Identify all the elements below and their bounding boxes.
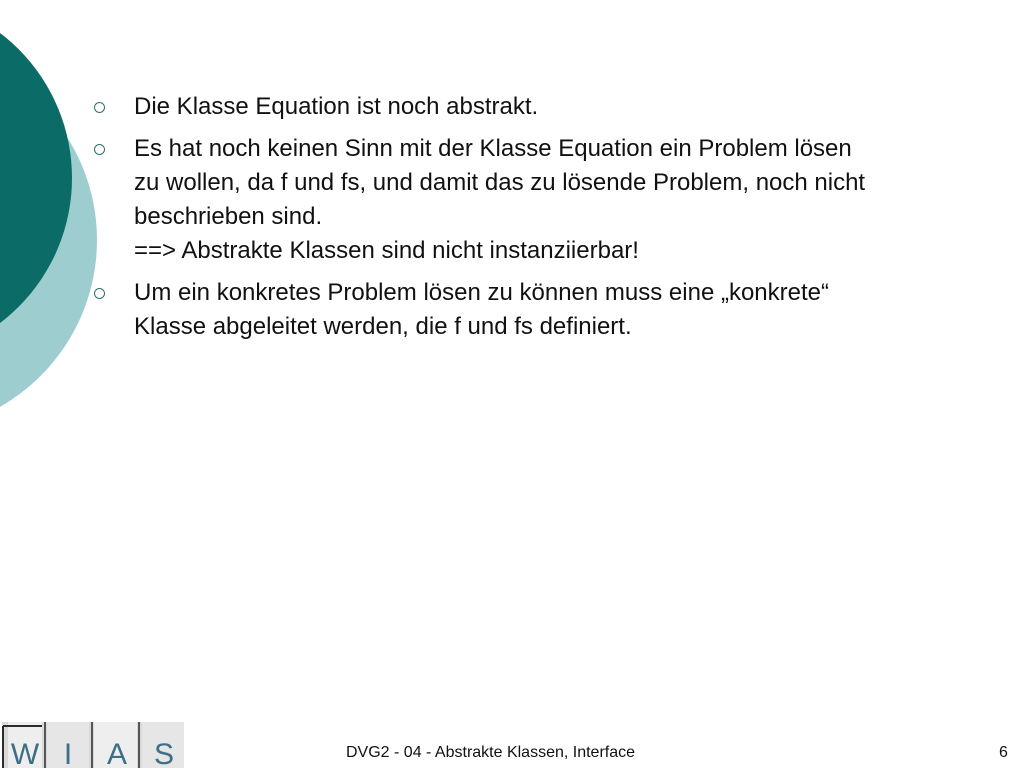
circle-bullet-icon <box>94 288 105 299</box>
bullet-item <box>93 132 1013 268</box>
wias-logo <box>0 720 186 768</box>
circle-bullet-icon <box>94 102 105 113</box>
bullet-text-line: Die Klasse Equation ist noch abstrakt. <box>134 93 539 120</box>
page-number: 6 <box>999 744 1008 761</box>
bullet-item <box>93 276 1013 344</box>
logo-letter: S <box>153 738 175 768</box>
logo-letter: I <box>63 738 73 768</box>
bullet-text-line: Es hat noch keinen Sinn mit der Klasse Equation ein Problem lösen <box>134 135 852 162</box>
logo-letter: W <box>10 738 40 768</box>
bullet-text-line: beschrieben sind. <box>134 203 323 230</box>
bullet-text-line: Klasse abgeleitet werden, die f und fs definiert. <box>134 313 632 340</box>
logo-letter: A <box>106 738 128 768</box>
bullet-text-line: Um ein konkretes Problem lösen zu können muss eine „konkrete“ <box>134 279 829 306</box>
circle-bullet-icon <box>94 144 105 155</box>
bullet-item <box>93 90 1013 124</box>
bullet-list <box>93 90 1013 352</box>
bullet-text-line: ==> Abstrakte Klassen sind nicht instanziierbar! <box>134 237 639 264</box>
bullet-text-line: zu wollen, da f und fs, und damit das zu lösende Problem, noch nicht <box>134 169 866 196</box>
footer-title: DVG2 - 04 - Abstrakte Klassen, Interface <box>346 744 636 761</box>
